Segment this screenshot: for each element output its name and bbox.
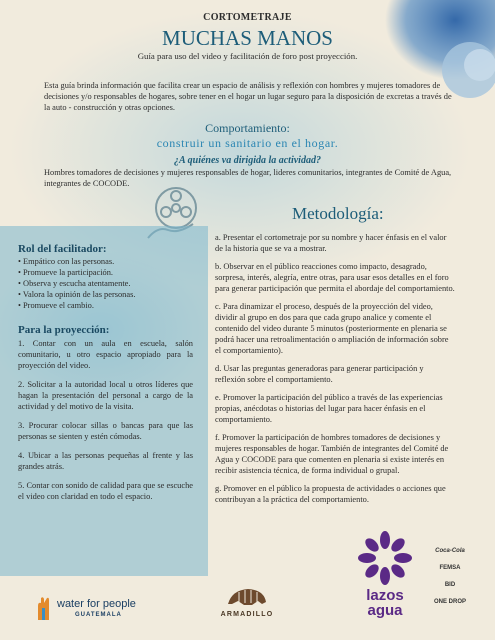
facilitator-item: • Promueve la participación. — [18, 268, 114, 277]
lazos-agua-logo — [355, 530, 415, 630]
methodology-step: f. Promover la participación de hombres tomadores de decisiones y mujeres responsables de hogar. También de integrantes del Comité de Agua y COCODE para que comenten en plenaria si existe interés en recibir asistencia técnica, de forma individual o grupal. — [215, 433, 449, 475]
facilitator-item: • Observa y escucha atentamente. — [18, 279, 131, 288]
behavior-value: construir un sanitario en el hogar. — [156, 136, 339, 150]
audience-answer: Hombres tomadores de decisiones y mujeres responsables de hogar, lideres comunitarios, integrantes de Comité de Agua, integrantes de COCODE. — [44, 168, 452, 188]
facilitator-item: • Valora la opinión de las personas. — [18, 290, 136, 299]
armadillo-label: ARMADILLO — [220, 611, 274, 618]
methodology-step: e. Promover la participación del público a través de las experiencias propias, anécdotas o historias del lugar para hacer énfasis en el comportamiento. — [215, 393, 443, 424]
page-subtitle: Guía para uso del video y facilitación de foro post proyección. — [137, 51, 358, 61]
projection-step: 5. Contar con sonido de calidad para que se escuche el video con claridad en todo el espacio. — [18, 481, 193, 501]
facilitator-title: Rol del facilitador: — [18, 243, 107, 255]
wfp-name: water for people — [57, 598, 136, 610]
bid-logo: BID — [444, 582, 456, 588]
facilitator-item: • Empático con las personas. — [18, 257, 115, 266]
wfp-country: GUATEMALA — [75, 612, 122, 618]
femsa-logo: FEMSA — [439, 565, 461, 571]
armadillo-logo — [212, 586, 282, 630]
projection-step: 4. Ubicar a las personas pequeñas al frente y las grandes atrás. — [18, 451, 193, 471]
behavior-label: Comportamiento: — [205, 121, 290, 135]
projection-step: 3. Procurar colocar sillas o bancas para que las personas se sienten y estén cómodas. — [18, 421, 193, 441]
water-for-people-logo — [35, 592, 155, 626]
coca-cola-logo: Coca-Cola — [435, 548, 465, 554]
lazos-line2: agua — [367, 602, 403, 619]
projection-step: 2. Solicitar a la autoridad local u otros líderes que hagan la presentación del personal a cargo de la actividad y del motivo de la visita. — [18, 380, 193, 411]
lazos-line1: lazos — [366, 587, 404, 604]
kicker: CORTOMETRAJE — [203, 12, 292, 23]
methodology-title: Metodología: — [292, 204, 384, 223]
page-title: MUCHAS MANOS — [162, 26, 333, 50]
sponsor-logos — [425, 548, 475, 605]
projection-title: Para la proyección: — [18, 324, 110, 336]
lazos-flower-icon — [357, 530, 413, 586]
methodology-step: c. Para dinamizar el proceso, después de la proyección del video, dividir al grupo en dos para que cada grupo analice y comente el contenido del video durante 5 minutos (posteriormente en plenaria se podrá hacer una retroalimentación o ampliación de información sobre el comportamiento). — [215, 302, 449, 355]
projection-step: 1. Contar con un aula en escuela, salón comunitario, u otro espacio apropiado para la proyección del video. — [18, 339, 193, 370]
methodology-step: a. Presentar el cortometraje por su nombre y hacer énfasis en el valor de la historia que se va a mostrar. — [215, 233, 447, 253]
one-drop-logo: ONE DROP — [433, 599, 466, 605]
methodology-step: d. Usar las preguntas generadoras para generar participación y reflexión sobre el comportamiento. — [215, 364, 424, 384]
hands-icon — [35, 594, 53, 622]
intro-paragraph: Esta guía brinda información que facilita crear un espacio de análisis y reflexión con hombres y mujeres tomadores de decisiones y/o responsables de hogares, sobre tener en el hogar un lugar seguro para la disposición de excretas a través de la auto - construcción y otras opciones. — [44, 81, 452, 112]
methodology-step: b. Observar en el público reacciones como impacto, desagrado, sorpresa, interés, alegría, entre otras, para usar esos detalles en el foro para generar participación que permita el abordaje del comportamiento. — [215, 262, 455, 293]
audience-question: ¿A quiénes va dirigida la actividad? — [174, 155, 321, 166]
facilitator-item: • Promueve el cambio. — [18, 301, 94, 310]
methodology-step: g. Promover en el público la propuesta de actividades o acciones que contribuyan a la práctica del comportamiento. — [215, 484, 446, 504]
armadillo-icon — [224, 586, 270, 608]
